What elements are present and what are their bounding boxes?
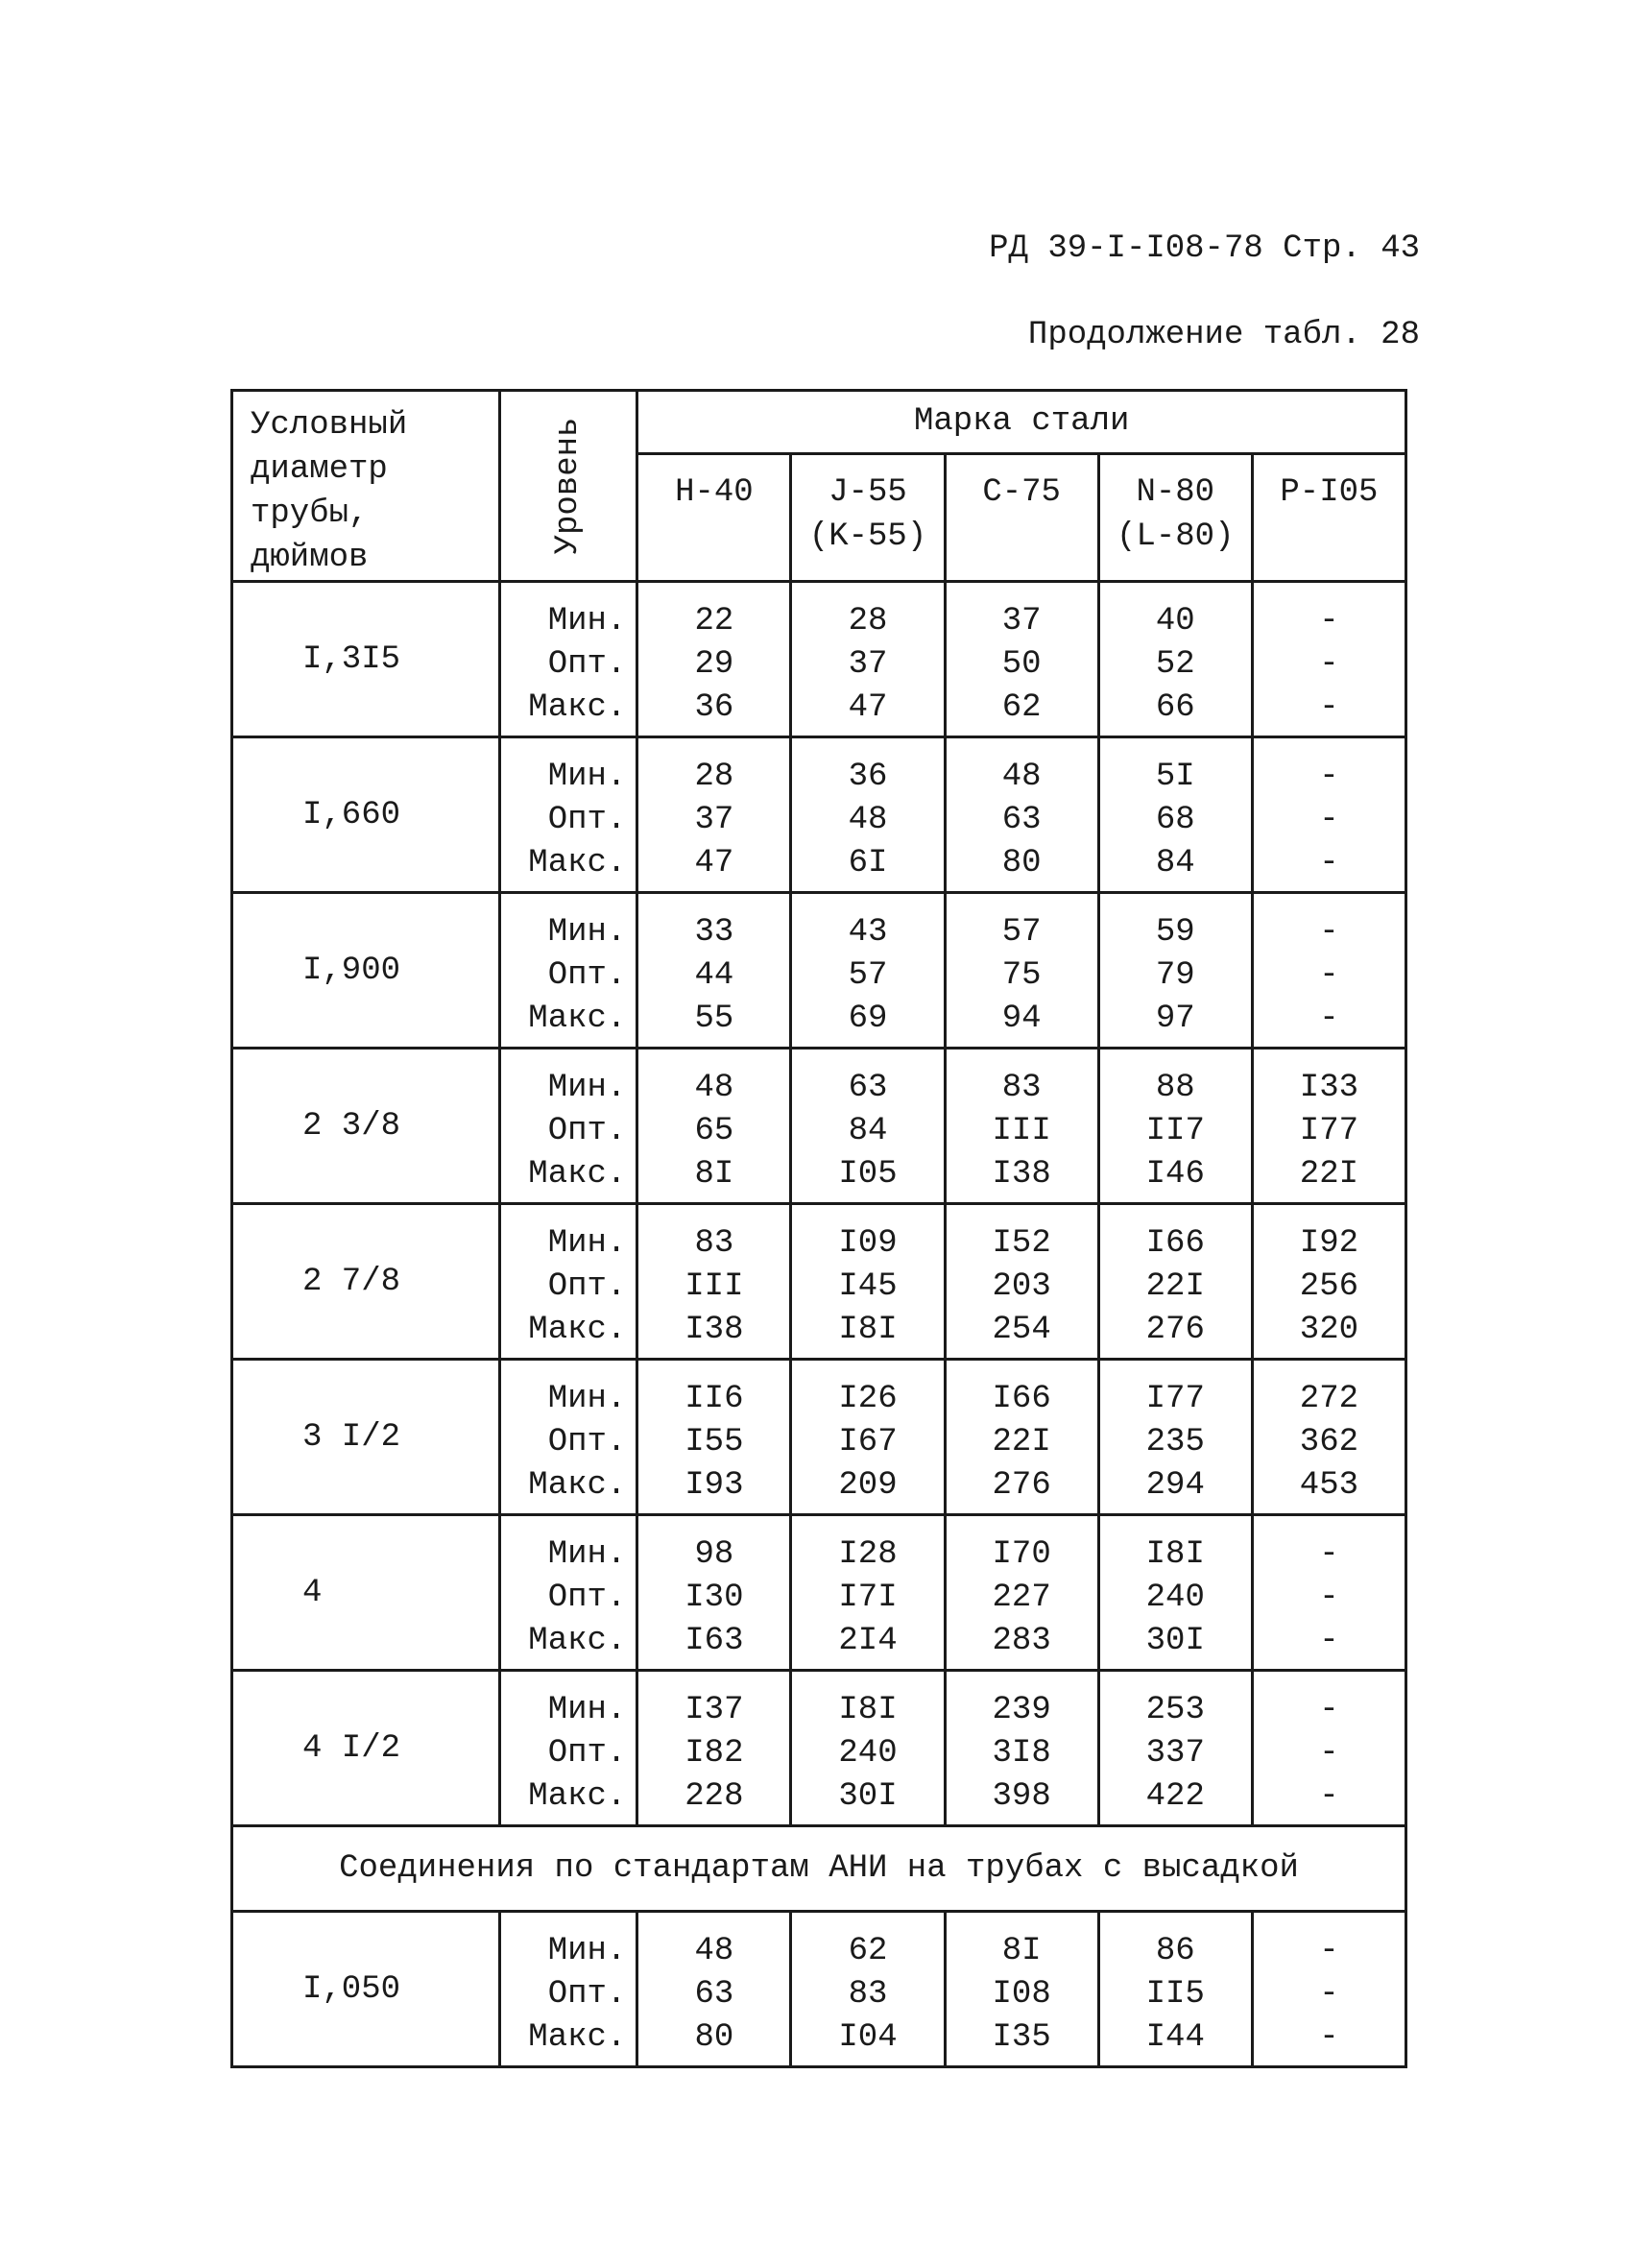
value: 84 bbox=[848, 1113, 888, 1149]
value-cell bbox=[1098, 1912, 1252, 2067]
value: I66 bbox=[1145, 1225, 1205, 1262]
value: - bbox=[1319, 1933, 1339, 1969]
level-label: Опт. bbox=[547, 1113, 627, 1149]
section-title: Соединения по стандартам АНИ на трубах с высадкой bbox=[232, 1826, 1406, 1912]
value: - bbox=[1319, 759, 1339, 795]
value: 422 bbox=[1145, 1778, 1205, 1815]
value: I35 bbox=[992, 2019, 1051, 2056]
value: 55 bbox=[694, 1001, 734, 1037]
value: 254 bbox=[992, 1312, 1051, 1348]
value-cell bbox=[1252, 1671, 1405, 1826]
level-label: Мин. bbox=[547, 914, 627, 951]
value: - bbox=[1319, 1623, 1339, 1659]
level-cell bbox=[500, 1515, 637, 1671]
section-row bbox=[232, 1826, 1406, 1912]
value-cell bbox=[637, 1204, 791, 1360]
level-cell bbox=[500, 1671, 637, 1826]
value: - bbox=[1319, 1976, 1339, 2013]
grade-header-p105 bbox=[1252, 453, 1405, 581]
value: II6 bbox=[684, 1381, 744, 1417]
value: 37 bbox=[694, 802, 734, 838]
level-label: Макс. bbox=[528, 1156, 627, 1193]
value: 63 bbox=[1001, 802, 1042, 838]
level-label: Макс. bbox=[528, 1467, 627, 1504]
value-cell bbox=[945, 1515, 1098, 1671]
grade-name: P-I05 bbox=[1280, 473, 1379, 511]
value: - bbox=[1319, 2019, 1339, 2056]
level-label: Мин. bbox=[547, 1070, 627, 1106]
value: - bbox=[1319, 1580, 1339, 1616]
value: I82 bbox=[684, 1735, 744, 1772]
value: 29 bbox=[694, 646, 734, 683]
level-label: Опт. bbox=[547, 1735, 627, 1772]
value: I67 bbox=[838, 1424, 898, 1460]
value: 57 bbox=[1001, 914, 1042, 951]
value: I46 bbox=[1145, 1156, 1205, 1193]
level-label: Макс. bbox=[528, 2019, 627, 2056]
table-row bbox=[232, 737, 1406, 893]
value: - bbox=[1319, 603, 1339, 639]
value: 47 bbox=[694, 845, 734, 881]
value: 37 bbox=[1001, 603, 1042, 639]
diameter-cell: I,660 bbox=[232, 737, 500, 893]
value: 320 bbox=[1299, 1312, 1359, 1348]
value: 276 bbox=[992, 1467, 1051, 1504]
value: 98 bbox=[694, 1536, 734, 1573]
value-cell bbox=[945, 737, 1098, 893]
value: - bbox=[1319, 802, 1339, 838]
grade-alt-name: (L-80) bbox=[1117, 518, 1235, 555]
level-cell bbox=[500, 893, 637, 1049]
level-label: Макс. bbox=[528, 689, 627, 726]
value: 48 bbox=[694, 1070, 734, 1106]
value: 40 bbox=[1155, 603, 1195, 639]
value: I77 bbox=[1145, 1381, 1205, 1417]
value-cell bbox=[637, 1049, 791, 1204]
value-cell bbox=[945, 582, 1098, 737]
value: 83 bbox=[848, 1976, 888, 2013]
value-cell bbox=[1252, 1049, 1405, 1204]
level-cell bbox=[500, 582, 637, 737]
value-cell bbox=[637, 1515, 791, 1671]
table-row bbox=[232, 1049, 1406, 1204]
diameter-cell: 3 I/2 bbox=[232, 1360, 500, 1515]
grade-name: N-80 bbox=[1136, 473, 1215, 511]
value-cell bbox=[945, 893, 1098, 1049]
value: I70 bbox=[992, 1536, 1051, 1573]
value: I09 bbox=[838, 1225, 898, 1262]
value: 44 bbox=[694, 957, 734, 994]
value-cell bbox=[1252, 737, 1405, 893]
level-label: Мин. bbox=[547, 1933, 627, 1969]
value: 6I bbox=[848, 845, 888, 881]
value-cell bbox=[1098, 1360, 1252, 1515]
level-cell bbox=[500, 737, 637, 893]
value-cell bbox=[1252, 893, 1405, 1049]
value: 68 bbox=[1155, 802, 1195, 838]
value: I04 bbox=[838, 2019, 898, 2056]
value-cell bbox=[791, 893, 945, 1049]
value: 43 bbox=[848, 914, 888, 951]
grade-name: H-40 bbox=[675, 473, 754, 511]
value: II7 bbox=[1145, 1113, 1205, 1149]
level-label: Макс. bbox=[528, 1001, 627, 1037]
level-label: Опт. bbox=[547, 646, 627, 683]
value-cell bbox=[791, 737, 945, 893]
value: III bbox=[684, 1268, 744, 1305]
value-cell bbox=[1098, 893, 1252, 1049]
value: 48 bbox=[694, 1933, 734, 1969]
level-label: Макс. bbox=[528, 1312, 627, 1348]
level-label: Макс. bbox=[528, 1623, 627, 1659]
value: 253 bbox=[1145, 1692, 1205, 1728]
value: 8I bbox=[694, 1156, 734, 1193]
value: 66 bbox=[1155, 689, 1195, 726]
value: 272 bbox=[1299, 1381, 1359, 1417]
value: I8I bbox=[1145, 1536, 1205, 1573]
level-label: Мин. bbox=[547, 1536, 627, 1573]
grade-name: C-75 bbox=[982, 473, 1061, 511]
value: I7I bbox=[838, 1580, 898, 1616]
value-cell bbox=[1252, 1204, 1405, 1360]
value: 283 bbox=[992, 1623, 1051, 1659]
value: II5 bbox=[1145, 1976, 1205, 2013]
value: 22I bbox=[992, 1424, 1051, 1460]
value-cell bbox=[1098, 582, 1252, 737]
value-cell bbox=[945, 1912, 1098, 2067]
value: 8I bbox=[1001, 1933, 1042, 1969]
value-cell bbox=[1098, 1671, 1252, 1826]
table-row bbox=[232, 1671, 1406, 1826]
value: 239 bbox=[992, 1692, 1051, 1728]
level-label: Мин. bbox=[547, 1225, 627, 1262]
value: 22I bbox=[1299, 1156, 1359, 1193]
value: - bbox=[1319, 1692, 1339, 1728]
table-row bbox=[232, 1912, 1406, 2067]
value: - bbox=[1319, 1735, 1339, 1772]
value: 47 bbox=[848, 689, 888, 726]
value: 240 bbox=[1145, 1580, 1205, 1616]
value-cell bbox=[637, 1360, 791, 1515]
value: I38 bbox=[684, 1312, 744, 1348]
value: III bbox=[992, 1113, 1051, 1149]
diameter-cell: 4 I/2 bbox=[232, 1671, 500, 1826]
diameter-cell: I,050 bbox=[232, 1912, 500, 2067]
grade-header-n80 bbox=[1098, 453, 1252, 581]
steel-grade-group-header: Марка стали bbox=[637, 391, 1406, 454]
value: 362 bbox=[1299, 1424, 1359, 1460]
value: 83 bbox=[694, 1225, 734, 1262]
value-cell bbox=[1098, 1204, 1252, 1360]
value: 37 bbox=[848, 646, 888, 683]
diameter-cell: 2 7/8 bbox=[232, 1204, 500, 1360]
value: I66 bbox=[992, 1381, 1051, 1417]
value: 62 bbox=[848, 1933, 888, 1969]
diameter-header-line: трубы, дюймов bbox=[251, 495, 369, 576]
value-cell bbox=[1098, 1049, 1252, 1204]
value: 65 bbox=[694, 1113, 734, 1149]
value-cell bbox=[1252, 1360, 1405, 1515]
value-cell bbox=[791, 1515, 945, 1671]
level-cell bbox=[500, 1912, 637, 2067]
level-cell bbox=[500, 1204, 637, 1360]
value: 33 bbox=[694, 914, 734, 951]
level-cell bbox=[500, 1049, 637, 1204]
value: 209 bbox=[838, 1467, 898, 1504]
value: 80 bbox=[694, 2019, 734, 2056]
diameter-cell: 2 3/8 bbox=[232, 1049, 500, 1204]
value: I30 bbox=[684, 1580, 744, 1616]
grade-header-h40 bbox=[637, 453, 791, 581]
diameter-cell: I,900 bbox=[232, 893, 500, 1049]
value: 80 bbox=[1001, 845, 1042, 881]
value: I63 bbox=[684, 1623, 744, 1659]
value: - bbox=[1319, 914, 1339, 951]
value: 453 bbox=[1299, 1467, 1359, 1504]
level-label: Мин. bbox=[547, 603, 627, 639]
grade-name: J-55 bbox=[829, 473, 907, 511]
diameter-header-line: Условный bbox=[251, 407, 408, 444]
value: 203 bbox=[992, 1268, 1051, 1305]
table-row bbox=[232, 582, 1406, 737]
value: 28 bbox=[694, 759, 734, 795]
value: 228 bbox=[684, 1778, 744, 1815]
value: I37 bbox=[684, 1692, 744, 1728]
value: 50 bbox=[1001, 646, 1042, 683]
value: 84 bbox=[1155, 845, 1195, 881]
level-label: Мин. bbox=[547, 1692, 627, 1728]
level-label: Опт. bbox=[547, 957, 627, 994]
value: 30I bbox=[1145, 1623, 1205, 1659]
value: 48 bbox=[848, 802, 888, 838]
value-cell bbox=[1098, 1515, 1252, 1671]
value: 86 bbox=[1155, 1933, 1195, 1969]
value-cell bbox=[945, 1671, 1098, 1826]
level-header-text: Уровень bbox=[550, 417, 588, 555]
value: 63 bbox=[694, 1976, 734, 2013]
level-label: Мин. bbox=[547, 759, 627, 795]
grade-alt-name: (K-55) bbox=[808, 518, 927, 555]
grade-header-c75 bbox=[945, 453, 1098, 581]
table-row bbox=[232, 1360, 1406, 1515]
level-label: Опт. bbox=[547, 1976, 627, 2013]
value: I44 bbox=[1145, 2019, 1205, 2056]
value-cell bbox=[791, 1671, 945, 1826]
value-cell bbox=[637, 1671, 791, 1826]
value: 256 bbox=[1299, 1268, 1359, 1305]
value: 79 bbox=[1155, 957, 1195, 994]
value-cell bbox=[791, 1360, 945, 1515]
value: 94 bbox=[1001, 1001, 1042, 1037]
value-cell bbox=[945, 1360, 1098, 1515]
table-row bbox=[232, 1515, 1406, 1671]
value-cell bbox=[637, 737, 791, 893]
value: - bbox=[1319, 646, 1339, 683]
value-cell bbox=[791, 582, 945, 737]
value: 235 bbox=[1145, 1424, 1205, 1460]
value: I93 bbox=[684, 1467, 744, 1504]
value: I26 bbox=[838, 1381, 898, 1417]
value: 22 bbox=[694, 603, 734, 639]
grade-header-j55 bbox=[791, 453, 945, 581]
value: I55 bbox=[684, 1424, 744, 1460]
value-cell bbox=[1252, 1515, 1405, 1671]
level-label: Макс. bbox=[528, 1778, 627, 1815]
value: 276 bbox=[1145, 1312, 1205, 1348]
level-label: Опт. bbox=[547, 802, 627, 838]
value: - bbox=[1319, 1536, 1339, 1573]
value: 398 bbox=[992, 1778, 1051, 1815]
level-label: Опт. bbox=[547, 1424, 627, 1460]
level-label: Макс. bbox=[528, 845, 627, 881]
value: 59 bbox=[1155, 914, 1195, 951]
table-row bbox=[232, 1204, 1406, 1360]
value: 57 bbox=[848, 957, 888, 994]
value: 36 bbox=[848, 759, 888, 795]
value: I8I bbox=[838, 1692, 898, 1728]
value: 28 bbox=[848, 603, 888, 639]
value: 337 bbox=[1145, 1735, 1205, 1772]
value: 5I bbox=[1155, 759, 1195, 795]
value: 30I bbox=[838, 1778, 898, 1815]
value: 2I4 bbox=[838, 1623, 898, 1659]
value: I05 bbox=[838, 1156, 898, 1193]
value-cell bbox=[791, 1204, 945, 1360]
value: - bbox=[1319, 845, 1339, 881]
level-label: Опт. bbox=[547, 1580, 627, 1616]
value: I77 bbox=[1299, 1113, 1359, 1149]
value-cell bbox=[637, 893, 791, 1049]
value: 22I bbox=[1145, 1268, 1205, 1305]
value: - bbox=[1319, 689, 1339, 726]
value-cell bbox=[791, 1049, 945, 1204]
value: 48 bbox=[1001, 759, 1042, 795]
value-cell bbox=[791, 1912, 945, 2067]
value: - bbox=[1319, 1001, 1339, 1037]
value: 88 bbox=[1155, 1070, 1195, 1106]
value-cell bbox=[637, 582, 791, 737]
value: I8I bbox=[838, 1312, 898, 1348]
document-reference: РД 39-I-I08-78 Стр. 43 bbox=[989, 230, 1420, 267]
value: 83 bbox=[1001, 1070, 1042, 1106]
value: 294 bbox=[1145, 1467, 1205, 1504]
value-cell bbox=[1252, 1912, 1405, 2067]
level-column-header bbox=[500, 391, 637, 582]
value: I33 bbox=[1299, 1070, 1359, 1106]
value: 36 bbox=[694, 689, 734, 726]
value: I92 bbox=[1299, 1225, 1359, 1262]
value: - bbox=[1319, 957, 1339, 994]
level-label: Мин. bbox=[547, 1381, 627, 1417]
value: 240 bbox=[838, 1735, 898, 1772]
value: I28 bbox=[838, 1536, 898, 1573]
table-row bbox=[232, 893, 1406, 1049]
value: I08 bbox=[992, 1976, 1051, 2013]
diameter-cell: 4 bbox=[232, 1515, 500, 1671]
level-label: Опт. bbox=[547, 1268, 627, 1305]
value: - bbox=[1319, 1778, 1339, 1815]
value: I38 bbox=[992, 1156, 1051, 1193]
value: 52 bbox=[1155, 646, 1195, 683]
value: 63 bbox=[848, 1070, 888, 1106]
diameter-column-header bbox=[232, 391, 500, 582]
value: 97 bbox=[1155, 1001, 1195, 1037]
value: 3I8 bbox=[992, 1735, 1051, 1772]
steel-grade-table bbox=[230, 389, 1407, 2068]
diameter-header-line: диаметр bbox=[251, 451, 388, 488]
value-cell bbox=[945, 1204, 1098, 1360]
value-cell bbox=[637, 1912, 791, 2067]
value: 69 bbox=[848, 1001, 888, 1037]
value-cell bbox=[1098, 737, 1252, 893]
value: 227 bbox=[992, 1580, 1051, 1616]
value-cell bbox=[945, 1049, 1098, 1204]
value: 75 bbox=[1001, 957, 1042, 994]
value: I45 bbox=[838, 1268, 898, 1305]
table-continuation-label: Продолжение табл. 28 bbox=[1027, 317, 1420, 353]
diameter-cell: I,3I5 bbox=[232, 582, 500, 737]
value: 62 bbox=[1001, 689, 1042, 726]
level-cell bbox=[500, 1360, 637, 1515]
value-cell bbox=[1252, 582, 1405, 737]
value: I52 bbox=[992, 1225, 1051, 1262]
